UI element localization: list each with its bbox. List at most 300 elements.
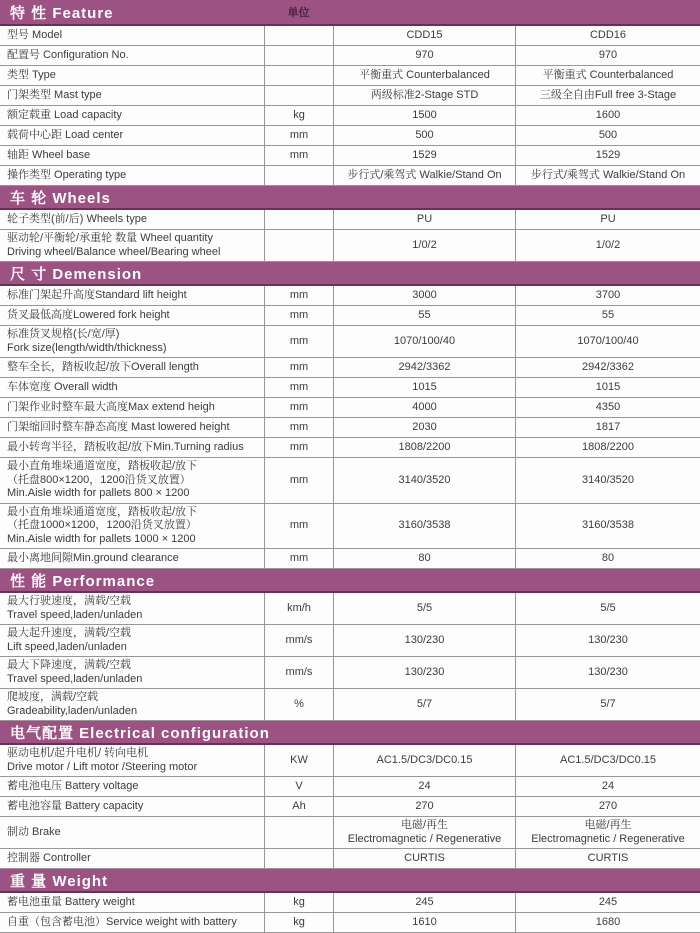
table-row	[0, 146, 700, 166]
spec-value-cdd16	[515, 817, 700, 848]
spec-unit	[264, 657, 333, 688]
table-row	[0, 66, 700, 86]
spec-label-line: 最大行驶速度，满载/空载	[7, 595, 132, 607]
spec-unit	[264, 106, 333, 125]
spec-label	[0, 26, 264, 45]
spec-value-cdd16	[515, 86, 700, 105]
spec-value-line: 3140/3520	[398, 473, 451, 486]
spec-label-line: （托盘800×1200，1200沿货叉放置）	[7, 473, 191, 486]
spec-value-line: 130/230	[588, 665, 628, 678]
spec-value-cdd16	[515, 326, 700, 357]
section-rows	[0, 286, 700, 569]
spec-label-line: 门架类型 Mast type	[7, 88, 102, 101]
section-rows	[0, 893, 700, 933]
spec-value-cdd16	[515, 146, 700, 165]
spec-unit	[264, 286, 333, 305]
spec-value-line: PU	[416, 212, 433, 225]
spec-value-cdd15	[333, 210, 515, 229]
spec-value-cdd15	[333, 549, 515, 568]
spec-unit-text: mm	[289, 308, 309, 321]
spec-unit	[264, 166, 333, 185]
table-row	[0, 625, 700, 657]
spec-unit	[264, 893, 333, 912]
spec-label	[0, 398, 264, 417]
spec-value-line: 3000	[412, 288, 437, 301]
spec-unit-text: km/h	[287, 601, 311, 614]
spec-value-cdd15	[333, 398, 515, 417]
spec-label	[0, 797, 264, 816]
spec-value-line: 1808/2200	[398, 440, 451, 453]
spec-value-line: 1817	[595, 420, 621, 433]
spec-unit-text: mm	[289, 288, 309, 301]
spec-value-line: 三级全自由Full free 3-Stage	[539, 88, 677, 101]
spec-value-line: 245	[598, 895, 618, 908]
section-title: 性 能 Performance	[10, 572, 156, 590]
spec-value-cdd16	[515, 797, 700, 816]
spec-value-cdd15	[333, 230, 515, 261]
spec-value-line: 24	[418, 779, 431, 792]
table-row	[0, 126, 700, 146]
spec-label-line: 操作类型 Operating type	[7, 168, 127, 181]
spec-value-line: 1070/100/40	[393, 334, 456, 347]
spec-unit	[264, 817, 333, 848]
spec-value-line: 1500	[412, 108, 437, 121]
spec-unit-text: mm	[289, 128, 309, 141]
table-row	[0, 797, 700, 817]
spec-label-line: Travel speed,laden/unladen	[7, 672, 143, 685]
spec-value-cdd16	[515, 230, 700, 261]
table-row	[0, 306, 700, 326]
spec-value-cdd15	[333, 26, 515, 45]
spec-label	[0, 230, 264, 261]
spec-unit-text: kg	[293, 915, 305, 928]
spec-label-line: 类型 Type	[7, 68, 56, 81]
spec-value-cdd15	[333, 797, 515, 816]
spec-unit	[264, 326, 333, 357]
spec-value-cdd16	[515, 26, 700, 45]
table-row	[0, 913, 700, 933]
spec-value-line: 4350	[595, 400, 621, 413]
spec-label-line: Min.Aisle width for pallets 1000 × 1200	[7, 532, 196, 545]
spec-value-line: 130/230	[404, 633, 445, 646]
spec-label	[0, 849, 264, 868]
spec-value-line: 270	[598, 799, 618, 812]
table-row	[0, 210, 700, 230]
spec-value-cdd15	[333, 438, 515, 457]
spec-value-line: CDD16	[589, 28, 627, 41]
spec-value-cdd16	[515, 438, 700, 457]
spec-value-line: 55	[418, 308, 431, 321]
spec-label-line: Drive motor / Lift motor /Steering motor	[7, 760, 198, 773]
spec-unit-text: V	[295, 779, 303, 792]
spec-label	[0, 893, 264, 912]
spec-value-line: 1015	[595, 380, 621, 393]
table-row	[0, 398, 700, 418]
spec-value-cdd16	[515, 66, 700, 85]
spec-value-cdd15	[333, 625, 515, 656]
spec-value-cdd15	[333, 66, 515, 85]
spec-value-line: 80	[418, 551, 431, 564]
spec-label-line: 最小转弯半径，踏板收起/放下Min.Turning radius	[7, 440, 244, 453]
spec-unit	[264, 797, 333, 816]
spec-unit	[264, 146, 333, 165]
spec-value-line: 2030	[412, 420, 437, 433]
spec-label-line: 驱动轮/平衡轮/承重轮 数量 Wheel quantity	[7, 232, 213, 244]
spec-value-cdd16	[515, 893, 700, 912]
table-row	[0, 86, 700, 106]
spec-value-cdd16	[515, 46, 700, 65]
spec-unit-text: kg	[293, 108, 305, 121]
spec-value-cdd16	[515, 504, 700, 549]
spec-unit-text: mm	[289, 473, 309, 486]
section-title: 车 轮 Wheels	[10, 189, 111, 207]
table-row	[0, 549, 700, 569]
spec-value-cdd15	[333, 745, 515, 776]
spec-label	[0, 745, 264, 776]
spec-label	[0, 458, 264, 503]
spec-value-cdd16	[515, 657, 700, 688]
spec-label-line: Fork size(length/width/thickness)	[7, 341, 167, 354]
spec-value-cdd15	[333, 46, 515, 65]
spec-unit-text: mm	[289, 519, 309, 531]
table-row	[0, 46, 700, 66]
spec-unit	[264, 26, 333, 45]
spec-label-line: 型号 Model	[7, 28, 63, 41]
spec-value-line: Electromagnetic / Regenerative	[347, 832, 502, 845]
spec-unit	[264, 849, 333, 868]
spec-label-line: 轮子类型(前/后) Wheels type	[7, 212, 147, 225]
spec-label-line: 标准门架起升高度Standard lift height	[7, 288, 187, 301]
spec-value-line: 55	[601, 308, 615, 321]
spec-value-line: 3700	[595, 288, 621, 301]
spec-label-line: 门架作业时整车最大高度Max extend heigh	[7, 400, 215, 413]
spec-label	[0, 504, 264, 549]
spec-unit-text: mm	[289, 400, 309, 413]
spec-value-line: 1/0/2	[412, 238, 437, 251]
spec-value-cdd15	[333, 166, 515, 185]
unit-column-header: 单位	[287, 7, 310, 19]
section-rows	[0, 593, 700, 721]
spec-value-line: 3160/3538	[398, 519, 451, 531]
spec-value-cdd16	[515, 549, 700, 568]
spec-value-line: 80	[601, 551, 615, 564]
spec-label-line: Gradeability,laden/unladen	[7, 704, 138, 717]
spec-unit	[264, 306, 333, 325]
table-row	[0, 230, 700, 262]
spec-label	[0, 418, 264, 437]
spec-value-line: 3160/3538	[582, 519, 634, 531]
table-row	[0, 593, 700, 625]
spec-label-line: 最大下降速度，满载/空载	[7, 659, 132, 671]
spec-value-line: 1070/100/40	[577, 334, 639, 347]
spec-value-cdd15	[333, 326, 515, 357]
spec-unit	[264, 913, 333, 932]
spec-label-line: 最小离地间隙Min.ground clearance	[7, 551, 179, 564]
spec-label-line: 蓄电池容量 Battery capacity	[7, 799, 144, 812]
section-title: 重 量 Weight	[10, 872, 109, 890]
spec-unit-text: mm	[289, 551, 309, 564]
spec-unit	[264, 593, 333, 624]
spec-label-line: 额定载重 Load capacity	[7, 108, 122, 121]
spec-unit	[264, 230, 333, 261]
table-row	[0, 689, 700, 721]
spec-label-line: Travel speed,laden/unladen	[7, 608, 143, 621]
spec-value-cdd15	[333, 286, 515, 305]
spec-unit-text: mm	[289, 420, 309, 433]
spec-unit	[264, 549, 333, 568]
spec-value-cdd15	[333, 418, 515, 437]
spec-value-cdd16	[515, 625, 700, 656]
spec-value-line: 1600	[595, 108, 621, 121]
spec-unit-text: mm	[289, 148, 309, 161]
spec-unit-text: Ah	[292, 799, 306, 812]
spec-value-line: AC1.5/DC3/DC0.15	[560, 753, 656, 766]
spec-value-cdd16	[515, 166, 700, 185]
spec-label-line: 标准货叉规格(长/宽/厚)	[7, 328, 120, 340]
spec-value-cdd16	[515, 358, 700, 377]
spec-unit-text: %	[294, 697, 304, 710]
spec-value-cdd15	[333, 86, 515, 105]
spec-label	[0, 777, 264, 796]
spec-value-line: 1015	[412, 380, 437, 393]
spec-label-line: Min.Aisle width for pallets 800 × 1200	[7, 487, 190, 499]
spec-value-cdd15	[333, 893, 515, 912]
spec-value-line: 平衡重式 Counterbalanced	[359, 68, 490, 81]
spec-value-line: 1808/2200	[582, 440, 634, 453]
spec-unit	[264, 438, 333, 457]
spec-label	[0, 358, 264, 377]
spec-label	[0, 593, 264, 624]
spec-value-cdd15	[333, 146, 515, 165]
spec-value-cdd15	[333, 657, 515, 688]
section-rows	[0, 745, 700, 869]
spec-label	[0, 689, 264, 720]
spec-label-line: 车体宽度 Overall width	[7, 380, 118, 393]
spec-label	[0, 66, 264, 85]
spec-value-line: 1529	[595, 148, 621, 161]
spec-value-cdd15	[333, 458, 515, 503]
spec-label-line: 爬坡度，满载/空载	[7, 691, 99, 703]
spec-unit-text: mm	[289, 334, 309, 347]
spec-label-line: 门架缩回时整车静态高度 Mast lowered height	[7, 420, 230, 433]
table-row	[0, 358, 700, 378]
spec-value-line: PU	[600, 212, 616, 225]
spec-value-cdd15	[333, 689, 515, 720]
spec-unit	[264, 458, 333, 503]
spec-label-line: 最小直角堆垛通道宽度，踏板收起/放下	[7, 460, 198, 472]
spec-unit	[264, 689, 333, 720]
spec-value-cdd15	[333, 777, 515, 796]
table-row	[0, 378, 700, 398]
section-header	[0, 262, 700, 286]
section-title: 特 性 Feature	[10, 4, 114, 22]
spec-value-line: 5/5	[600, 601, 616, 614]
spec-label-line: 控制器 Controller	[7, 851, 91, 864]
spec-value-line: 3140/3520	[582, 473, 634, 486]
spec-unit	[264, 66, 333, 85]
section-header	[0, 869, 700, 893]
spec-value-line: 1610	[412, 915, 437, 928]
table-row	[0, 326, 700, 358]
spec-unit	[264, 358, 333, 377]
spec-unit	[264, 418, 333, 437]
section-rows	[0, 26, 700, 186]
spec-value-cdd16	[515, 849, 700, 868]
table-row	[0, 438, 700, 458]
spec-value-line: 130/230	[404, 665, 445, 678]
spec-value-cdd16	[515, 745, 700, 776]
spec-label-line: 蓄电池电压 Battery voltage	[7, 779, 139, 792]
spec-value-line: 500	[415, 128, 434, 141]
spec-unit	[264, 46, 333, 65]
spec-label-line: （托盘1000×1200，1200沿货叉放置）	[7, 519, 197, 531]
spec-value-line: CURTIS	[587, 851, 629, 864]
section-header	[0, 186, 700, 210]
spec-unit	[264, 745, 333, 776]
spec-label-line: 配置号 Configuration No.	[7, 48, 129, 61]
table-row	[0, 777, 700, 797]
spec-value-line: 130/230	[588, 633, 628, 646]
spec-unit-text: mm/s	[285, 633, 313, 646]
spec-value-cdd15	[333, 358, 515, 377]
spec-unit-text: mm	[289, 440, 309, 453]
spec-label	[0, 46, 264, 65]
spec-value-cdd16	[515, 689, 700, 720]
spec-label-line: 货叉最低高度Lowered fork height	[7, 308, 170, 321]
spec-unit-text: mm/s	[285, 665, 313, 678]
spec-unit	[264, 504, 333, 549]
spec-value-line: 4000	[412, 400, 437, 413]
spec-value-cdd16	[515, 458, 700, 503]
spec-value-line: 2942/3362	[398, 360, 451, 373]
spec-value-line: 24	[601, 779, 615, 792]
spec-value-line: 1529	[412, 148, 437, 161]
spec-label	[0, 146, 264, 165]
spec-label	[0, 438, 264, 457]
spec-label	[0, 378, 264, 397]
spec-label	[0, 106, 264, 125]
spec-value-cdd15	[333, 849, 515, 868]
spec-value-line: CURTIS	[404, 851, 445, 864]
spec-value-line: 平衡重式 Counterbalanced	[542, 68, 674, 81]
spec-label	[0, 210, 264, 229]
table-row	[0, 286, 700, 306]
spec-value-line: Electromagnetic / Regenerative	[531, 832, 685, 845]
spec-unit	[264, 777, 333, 796]
spec-value-line: 270	[415, 799, 434, 812]
spec-value-cdd16	[515, 210, 700, 229]
spec-value-cdd15	[333, 504, 515, 549]
table-row	[0, 26, 700, 46]
spec-label-line: 最大起升速度，满载/空载	[7, 627, 132, 639]
spec-label	[0, 166, 264, 185]
spec-value-line: 5/5	[416, 601, 433, 614]
spec-unit	[264, 126, 333, 145]
spec-value-cdd15	[333, 593, 515, 624]
spec-value-line: 500	[598, 128, 618, 141]
table-row	[0, 504, 700, 550]
spec-value-line: 245	[415, 895, 434, 908]
spec-value-line: 两级标准2-Stage STD	[370, 88, 479, 101]
spec-value-line: 步行式/乘驾式 Walkie/Stand On	[530, 168, 686, 181]
spec-unit	[264, 625, 333, 656]
spec-unit-text: mm	[289, 380, 309, 393]
section-header	[0, 0, 700, 26]
table-row	[0, 745, 700, 777]
spec-value-line: 5/7	[600, 697, 616, 710]
spec-label	[0, 913, 264, 932]
table-row	[0, 893, 700, 913]
spec-label	[0, 817, 264, 848]
spec-value-line: 电磁/再生	[400, 819, 449, 831]
spec-unit	[264, 210, 333, 229]
spec-label-line: 整车全长，踏板收起/放下Overall length	[7, 360, 199, 373]
spec-label	[0, 86, 264, 105]
spec-value-cdd16	[515, 286, 700, 305]
spec-value-line: AC1.5/DC3/DC0.15	[376, 753, 473, 766]
spec-value-cdd16	[515, 378, 700, 397]
table-row	[0, 458, 700, 504]
spec-value-line: 970	[598, 48, 618, 61]
spec-value-cdd15	[333, 106, 515, 125]
section-title: 尺 寸 Demension	[10, 265, 143, 283]
spec-label	[0, 326, 264, 357]
spec-value-line: 2942/3362	[582, 360, 634, 373]
spec-label	[0, 549, 264, 568]
spec-value-cdd16	[515, 418, 700, 437]
spec-label-line: Driving wheel/Balance wheel/Bearing wheel	[7, 245, 221, 258]
spec-value-cdd16	[515, 913, 700, 932]
spec-label	[0, 306, 264, 325]
spec-value-line: 步行式/乘驾式 Walkie/Stand On	[347, 168, 502, 181]
spec-label-line: 轴距 Wheel base	[7, 148, 91, 161]
section-header	[0, 569, 700, 593]
spec-unit-text: mm	[289, 360, 309, 373]
table-row	[0, 657, 700, 689]
section-rows	[0, 210, 700, 262]
spec-value-cdd16	[515, 126, 700, 145]
spec-value-cdd16	[515, 777, 700, 796]
spec-unit	[264, 86, 333, 105]
spec-label	[0, 126, 264, 145]
section-title: 电气配置 Electrical configuration	[10, 724, 270, 742]
spec-value-line: 1/0/2	[595, 238, 621, 251]
spec-value-line: CDD15	[406, 28, 443, 41]
table-row	[0, 849, 700, 869]
spec-value-cdd16	[515, 593, 700, 624]
spec-label-line: Lift speed,laden/unladen	[7, 640, 127, 653]
spec-label-line: 载荷中心距 Load center	[7, 128, 124, 141]
section-header	[0, 721, 700, 745]
spec-value-line: 1680	[595, 915, 621, 928]
spec-unit-text: kg	[293, 895, 305, 908]
spec-label-line: 蓄电池重量 Battery weight	[7, 895, 135, 908]
spec-label-line: 最小直角堆垛通道宽度，踏板收起/放下	[7, 505, 198, 518]
spec-value-line: 970	[415, 48, 434, 61]
spec-label	[0, 286, 264, 305]
spec-value-line: 5/7	[416, 697, 433, 710]
spec-unit	[264, 378, 333, 397]
spec-value-cdd15	[333, 913, 515, 932]
spec-value-cdd15	[333, 126, 515, 145]
spec-unit	[264, 398, 333, 417]
spec-value-cdd16	[515, 106, 700, 125]
spec-value-cdd15	[333, 378, 515, 397]
spec-label	[0, 657, 264, 688]
table-row	[0, 166, 700, 186]
spec-unit-text: KW	[290, 753, 308, 766]
spec-value-cdd16	[515, 306, 700, 325]
